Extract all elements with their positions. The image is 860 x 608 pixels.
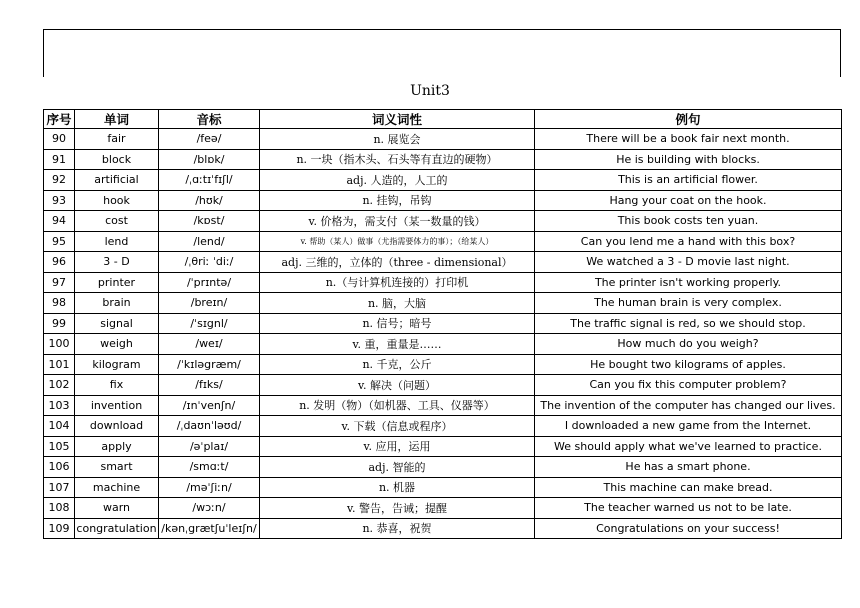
cell-meaning: n.（与计算机连接的）打印机 bbox=[260, 272, 535, 293]
cell-meaning: n. 恭喜，祝贺 bbox=[260, 518, 535, 539]
cell-meaning: n. 展览会 bbox=[260, 129, 535, 150]
cell-number: 97 bbox=[44, 272, 75, 293]
cell-number: 92 bbox=[44, 170, 75, 191]
cell-phonetic: /kɒst/ bbox=[159, 211, 260, 232]
table-row bbox=[44, 354, 842, 375]
cell-example: How much do you weigh? bbox=[535, 334, 842, 355]
cell-number: 102 bbox=[44, 375, 75, 396]
cell-meaning: v. 警告，告诫；提醒 bbox=[260, 498, 535, 519]
table-row bbox=[44, 395, 842, 416]
cell-meaning: n. 挂钩，吊钩 bbox=[260, 190, 535, 211]
cell-phonetic: /fɪks/ bbox=[159, 375, 260, 396]
cell-word: smart bbox=[75, 457, 159, 478]
cell-word: artificial bbox=[75, 170, 159, 191]
cell-example: The invention of the computer has changed our lives. bbox=[535, 395, 842, 416]
cell-example: He has a smart phone. bbox=[535, 457, 842, 478]
cell-word: lend bbox=[75, 231, 159, 252]
cell-meaning: n. 发明（物）（如机器、工具、仪器等） bbox=[260, 395, 535, 416]
cell-meaning: adj. 智能的 bbox=[260, 457, 535, 478]
cell-example: He bought two kilograms of apples. bbox=[535, 354, 842, 375]
cell-number: 91 bbox=[44, 149, 75, 170]
cell-phonetic: /əˈplaɪ/ bbox=[159, 436, 260, 457]
cell-phonetic: /ˌɑːtɪˈfɪʃl/ bbox=[159, 170, 260, 191]
cell-word: cost bbox=[75, 211, 159, 232]
cell-number: 94 bbox=[44, 211, 75, 232]
cell-word: hook bbox=[75, 190, 159, 211]
cell-example: This machine can make bread. bbox=[535, 477, 842, 498]
cell-meaning: n. 机器 bbox=[260, 477, 535, 498]
cell-phonetic: /ˈkɪləgræm/ bbox=[159, 354, 260, 375]
cell-word: kilogram bbox=[75, 354, 159, 375]
cell-word: download bbox=[75, 416, 159, 437]
cell-number: 90 bbox=[44, 129, 75, 150]
table-row bbox=[44, 129, 842, 150]
cell-word: warn bbox=[75, 498, 159, 519]
cell-example: Can you fix this computer problem? bbox=[535, 375, 842, 396]
unit-title: Unit3 bbox=[410, 83, 450, 99]
cell-number: 95 bbox=[44, 231, 75, 252]
cell-number: 103 bbox=[44, 395, 75, 416]
cell-phonetic: /ˌdaʊnˈləʊd/ bbox=[159, 416, 260, 437]
col-header-phonetic: 音标 bbox=[159, 110, 260, 129]
cell-number: 106 bbox=[44, 457, 75, 478]
col-header-meaning: 词义词性 bbox=[260, 110, 535, 129]
cell-number: 96 bbox=[44, 252, 75, 273]
cell-number: 105 bbox=[44, 436, 75, 457]
cell-number: 99 bbox=[44, 313, 75, 334]
cell-word: fair bbox=[75, 129, 159, 150]
cell-word: congratulation bbox=[75, 518, 159, 539]
cell-example: He is building with blocks. bbox=[535, 149, 842, 170]
table-row bbox=[44, 190, 842, 211]
cell-example: The traffic signal is red, so we should stop. bbox=[535, 313, 842, 334]
cell-phonetic: /weɪ/ bbox=[159, 334, 260, 355]
cell-word: machine bbox=[75, 477, 159, 498]
cell-phonetic: /məˈʃiːn/ bbox=[159, 477, 260, 498]
cell-phonetic: /ˈsɪgnl/ bbox=[159, 313, 260, 334]
cell-example: We watched a 3 - D movie last night. bbox=[535, 252, 842, 273]
cell-word: printer bbox=[75, 272, 159, 293]
cell-meaning: v. 价格为，需支付（某一数量的钱） bbox=[260, 211, 535, 232]
table-row bbox=[44, 477, 842, 498]
cell-phonetic: /ˌθriː ˈdiː/ bbox=[159, 252, 260, 273]
cell-number: 107 bbox=[44, 477, 75, 498]
header-box bbox=[43, 29, 841, 77]
table-row bbox=[44, 272, 842, 293]
table-row bbox=[44, 211, 842, 232]
cell-phonetic: /breɪn/ bbox=[159, 293, 260, 314]
table-header-row bbox=[44, 110, 842, 129]
table-row bbox=[44, 149, 842, 170]
cell-example: This book costs ten yuan. bbox=[535, 211, 842, 232]
cell-phonetic: /blɒk/ bbox=[159, 149, 260, 170]
table-row bbox=[44, 293, 842, 314]
cell-word: apply bbox=[75, 436, 159, 457]
cell-phonetic: /hʊk/ bbox=[159, 190, 260, 211]
table-row bbox=[44, 252, 842, 273]
cell-meaning: n. 一块（指木头、石头等有直边的硬物） bbox=[260, 149, 535, 170]
col-header-word: 单词 bbox=[75, 110, 159, 129]
cell-word: invention bbox=[75, 395, 159, 416]
cell-phonetic: /kənˌgrætʃuˈleɪʃn/ bbox=[159, 518, 260, 539]
table-row bbox=[44, 313, 842, 334]
cell-example: The printer isn't working properly. bbox=[535, 272, 842, 293]
table-row bbox=[44, 334, 842, 355]
cell-phonetic: /ɪnˈvenʃn/ bbox=[159, 395, 260, 416]
cell-meaning: v. 解决（问题） bbox=[260, 375, 535, 396]
cell-number: 108 bbox=[44, 498, 75, 519]
cell-meaning: n. 信号；暗号 bbox=[260, 313, 535, 334]
table-row bbox=[44, 457, 842, 478]
cell-number: 109 bbox=[44, 518, 75, 539]
cell-example: I downloaded a new game from the Internet. bbox=[535, 416, 842, 437]
cell-example: We should apply what we've learned to practice. bbox=[535, 436, 842, 457]
cell-phonetic: /lend/ bbox=[159, 231, 260, 252]
table-row bbox=[44, 375, 842, 396]
table-row bbox=[44, 416, 842, 437]
col-header-example: 例句 bbox=[535, 110, 842, 129]
cell-meaning: v. 帮助（某人）做事（尤指需要体力的事）；（给某人） bbox=[260, 231, 535, 252]
vocab-table bbox=[43, 109, 842, 539]
col-header-number: 序号 bbox=[44, 110, 75, 129]
cell-example: This is an artificial flower. bbox=[535, 170, 842, 191]
table-row bbox=[44, 498, 842, 519]
cell-meaning: adj. 人造的，人工的 bbox=[260, 170, 535, 191]
cell-meaning: v. 应用，运用 bbox=[260, 436, 535, 457]
cell-example: Hang your coat on the hook. bbox=[535, 190, 842, 211]
cell-example: Can you lend me a hand with this box? bbox=[535, 231, 842, 252]
cell-number: 93 bbox=[44, 190, 75, 211]
cell-word: block bbox=[75, 149, 159, 170]
cell-phonetic: /feə/ bbox=[159, 129, 260, 150]
cell-word: weigh bbox=[75, 334, 159, 355]
cell-meaning: n. 脑，大脑 bbox=[260, 293, 535, 314]
cell-number: 101 bbox=[44, 354, 75, 375]
cell-example: The teacher warned us not to be late. bbox=[535, 498, 842, 519]
cell-meaning: v. 下载（信息或程序） bbox=[260, 416, 535, 437]
table-row bbox=[44, 436, 842, 457]
cell-meaning: adj. 三维的，立体的（three - dimensional） bbox=[260, 252, 535, 273]
cell-number: 104 bbox=[44, 416, 75, 437]
table-row bbox=[44, 231, 842, 252]
cell-word: 3 - D bbox=[75, 252, 159, 273]
cell-meaning: v. 重，重量是…… bbox=[260, 334, 535, 355]
cell-word: signal bbox=[75, 313, 159, 334]
cell-example: The human brain is very complex. bbox=[535, 293, 842, 314]
table-row bbox=[44, 518, 842, 539]
cell-example: There will be a book fair next month. bbox=[535, 129, 842, 150]
cell-word: fix bbox=[75, 375, 159, 396]
table-row bbox=[44, 170, 842, 191]
cell-word: brain bbox=[75, 293, 159, 314]
cell-phonetic: /wɔːn/ bbox=[159, 498, 260, 519]
vocab-body bbox=[44, 129, 842, 539]
cell-number: 100 bbox=[44, 334, 75, 355]
cell-phonetic: /ˈprɪntə/ bbox=[159, 272, 260, 293]
cell-example: Congratulations on your success! bbox=[535, 518, 842, 539]
cell-number: 98 bbox=[44, 293, 75, 314]
cell-meaning: n. 千克，公斤 bbox=[260, 354, 535, 375]
cell-phonetic: /smɑːt/ bbox=[159, 457, 260, 478]
